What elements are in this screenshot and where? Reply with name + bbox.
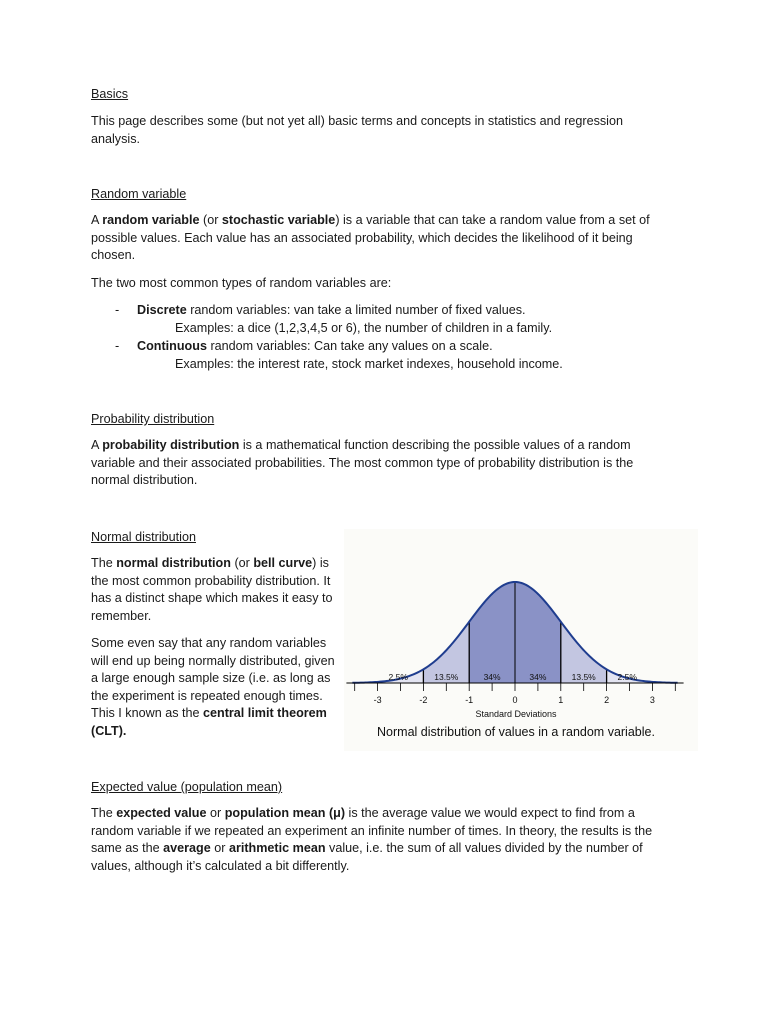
tick-label: 3 bbox=[649, 695, 655, 705]
normal-distribution-paragraph-2: Some even say that any random variables will end up being normally distributed, given a large enough sample size (i.e. as long as the experiment is repeated enough times. This I known as the central limit theorem (CLT). bbox=[91, 636, 335, 738]
heading-expected-value: Expected value (population mean) bbox=[91, 780, 283, 794]
tick-label: 1 bbox=[558, 695, 564, 705]
tick-label: 2 bbox=[604, 695, 610, 705]
x-axis-tick-labels bbox=[374, 695, 655, 705]
tick-label: -2 bbox=[419, 695, 428, 705]
percent-label: 2.5% bbox=[617, 672, 637, 682]
percent-label: 2.5% bbox=[388, 672, 408, 682]
heading-basics: Basics bbox=[91, 87, 129, 101]
percent-label: 13.5% bbox=[434, 672, 459, 682]
heading-probability-distribution: Probability distribution bbox=[91, 412, 215, 426]
region-right-inner bbox=[515, 582, 561, 683]
x-axis-title: Standard Deviations bbox=[475, 709, 557, 719]
example-discrete: Examples: a dice (1,2,3,4,5 or 6), the number of children in a family. bbox=[175, 321, 553, 335]
tick-label: 0 bbox=[512, 695, 518, 705]
heading-random-variable: Random variable bbox=[91, 187, 187, 201]
example-continuous: Examples: the interest rate, stock market indexes, household income. bbox=[175, 357, 563, 371]
tick-label: -1 bbox=[465, 695, 474, 705]
random-variable-paragraph: A random variable (or stochastic variable) is a variable that can take a random value from a set of possible values. Each value has an associated probability, which decides the likelihood of it being chosen. bbox=[91, 213, 650, 263]
heading-normal-distribution: Normal distribution bbox=[91, 530, 196, 544]
figure-caption: Normal distribution of values in a random variable. bbox=[377, 725, 655, 739]
percent-label: 34% bbox=[483, 672, 501, 682]
expected-value-paragraph: The expected value or population mean (μ) is the average value we would expect to find from a random variable if we repeated an experiment an infinite number of times. In theory, the results is the same as the average or arithmetic mean value, i.e. the sum of all values divided by the number of values, although it’s calculated a bit differently. bbox=[91, 806, 653, 873]
percent-label: 34% bbox=[529, 672, 547, 682]
bell-curve-chart bbox=[344, 529, 698, 725]
normal-distribution-figure bbox=[344, 529, 698, 751]
probability-distribution-paragraph: A probability distribution is a mathematical function describing the possible values of a random variable and their associated probabilities. The most common type of probability distribution is the normal distribution. bbox=[91, 438, 634, 488]
tick-label: -3 bbox=[373, 695, 382, 705]
normal-distribution-paragraph-1: The normal distribution (or bell curve) is the most common probability distribution. It has a distinct shape which makes it easy to remember. bbox=[91, 556, 333, 623]
random-variable-types-intro: The two most common types of random variables are: bbox=[91, 276, 392, 290]
basics-paragraph: This page describes some (but not yet all) basic terms and concepts in statistics and regression analysis. bbox=[91, 114, 623, 146]
percent-label: 13.5% bbox=[571, 672, 596, 682]
x-axis-ticks bbox=[355, 683, 676, 691]
region-left-inner bbox=[469, 582, 515, 683]
